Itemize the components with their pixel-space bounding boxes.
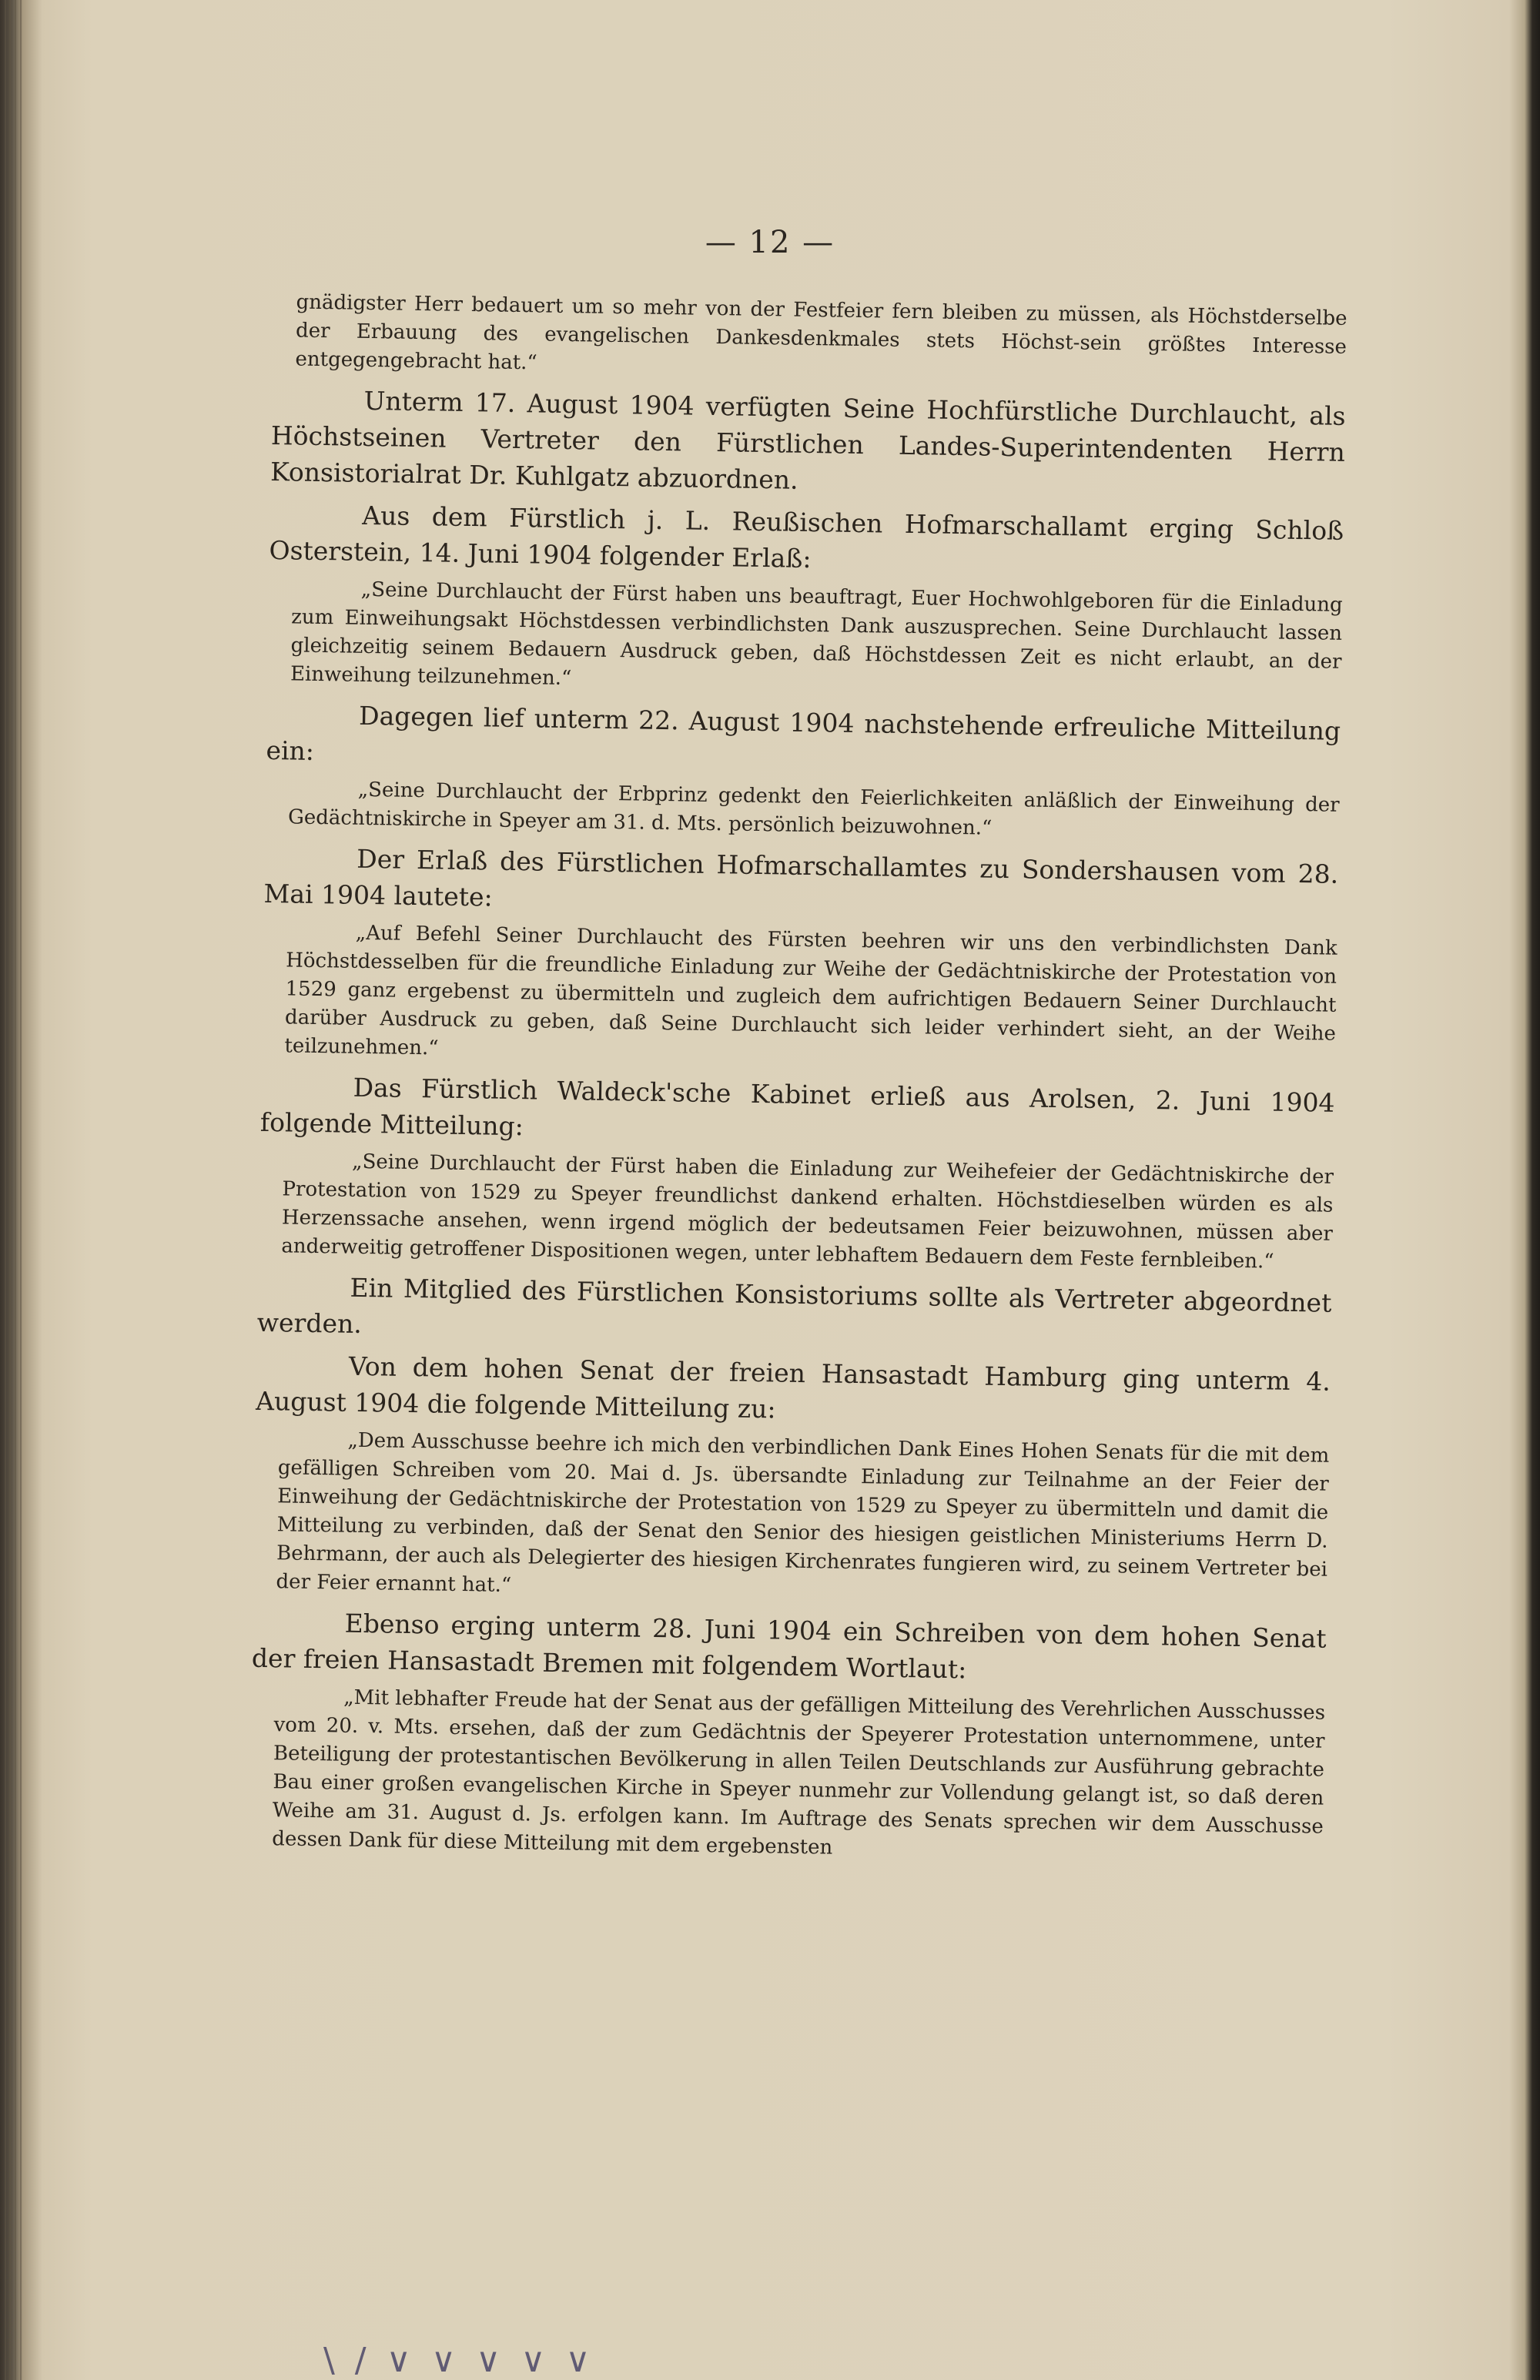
body-paragraph: Ein Mitglied des Fürstlichen Konsistoriums sollte als Vertreter abgeordnet werden. [256,1272,1332,1339]
quote-paragraph: „Dem Ausschusse beehre ich mich den verbindlichen Dank Eines Hohen Senats für die mit dem gefälligen Schreiben vom 20. Mai d. Js. übersandte Einladung zur Teilnahme an der Feier der Einweihung der Gedächtniskirche der Protestation von 1529 zu Speyer zu übermitteln und damit die Mitteilung zu verbinden, daß der Senat den Senior des hiesigen geistlichen Ministeriums Herrn D. Behrmann, der auch als Delegierter des hiesigen Kirchenrates fungieren wird, zu seinem Vertreter bei der Feier ernannt hat.“ [276,1428,1330,1598]
quote-paragraph: „Mit lebhafter Freude hat der Senat aus der gefälligen Mitteilung des Verehrlichen Ausschusses vom 20. v. Mts. ersehen, daß der zum Gedächtnis der Speyerer Protestation unternommene, unter Beteiligung der protestantischen Bevölkerung in allen Teilen Deutschlands zur Ausführung gebrachte Bau einer großen evangelischen Kirche in Speyer nunmehr zur Vollendung gelangt ist, so daß deren Weihe am 31. August d. Js. erfolgen kann. Im Auftrage des Senats sprechen wir dem Ausschusse dessen Dank für diese Mitteilung mit dem ergebensten [272,1685,1326,1859]
body-paragraph: Dagegen lief unterm 22. August 1904 nachstehende erfreuliche Mitteilung ein: [266,700,1341,766]
quote-paragraph: „Auf Befehl Seiner Durchlaucht des Fürsten beehren wir uns den verbindlichsten Dank Höchstdesselben für die freundliche Einladung zur Weihe der Gedächtniskirche der Protestation von 1529 ganz ergebenst zu übermitteln und zugleich dem aufrichtigen Bedauern Seiner Durchlaucht darüber Ausdruck zu geben, daß Seine Durchlaucht sich leider verhindert sieht, an der Weihe teilzunehmen.“ [284,921,1337,1060]
page-edge-line-3 [15,0,16,2380]
quote-paragraph: gnädigster Herr bedauert um so mehr von der Festfeier fern bleiben zu müssen, als Höchstderselbe der Erbauung des evangelischen Dankesdenkmales stets Höchst-sein größtes Interesse entgegengebracht hat.“ [295,290,1348,375]
quote-paragraph: „Seine Durchlaucht der Fürst haben die Einladung zur Weihefeier der Gedächtniskirche der Protestation von 1529 zu Speyer freundlichst dankend erhalten. Höchstdieselben würden es als Herzenssache ansehen, wenn irgend möglich der bedeutsamen Feier beizuwohnen, müssen aber anderweitig getroffener Dispositionen wegen, unter lebhaftem Bedauern dem Feste fernbleiben.“ [281,1150,1334,1274]
body-paragraph: Von dem hohen Senat der freien Hansastadt Hamburg ging unterm 4. August 1904 die folgende Mitteilung zu: [255,1351,1331,1424]
body-paragraph: Der Erlaß des Fürstlichen Hofmarschallamtes zu Sondershausen vom 28. Mai 1904 lautete: [263,843,1339,912]
stamp-marks: \ / ∨ ∨ ∨ ∨ ∨ [323,2341,595,2380]
page-body [249,285,1348,1878]
body-paragraph: Das Fürstlich Waldeck'sche Kabinet erließ aus Arolsen, 2. Juni 1904 folgende Mitteilung: [259,1072,1335,1142]
body-paragraph: Unterm 17. August 1904 verfügten Seine Hochfürstliche Durchlaucht, als Höchstseinen Vertreter den Fürstlichen Landes-Superintendenten Herrn Konsistorialrat Dr. Kuhlgatz abzuordnen. [270,385,1346,495]
body-paragraph: Aus dem Fürstlich j. L. Reußischen Hofmarschallamt erging Schloß Osterstein, 14. Juni 1904 folgender Erlaß: [269,500,1344,574]
page-edge-line-4 [20,0,22,2380]
page-edge-line-1 [5,0,6,2380]
quote-paragraph: „Seine Durchlaucht der Erbprinz gedenkt den Feierlichkeiten anläßlich der Einweihung der Gedächtniskirche in Speyer am 31. d. Mts. persönlich beizuwohnen.“ [287,778,1340,840]
page-number: — 12 — [705,225,835,260]
quote-paragraph: „Seine Durchlaucht der Fürst haben uns beauftragt, Euer Hochwohlgeboren für die Einladung zum Einweihungsakt Höchstdessen verbindlichsten Dank auszusprechen. Seine Durchlaucht lassen gleichzeitig seinem Bedauern Ausdruck geben, daß Höchstdessen Zeit es nicht erlaubt, an der Einweihung teilzunehmen.“ [290,577,1343,691]
page-edge-line-2 [9,0,11,2380]
body-paragraph: Ebenso erging unterm 28. Juni 1904 ein Schreiben von dem hohen Senat der freien Hansastadt Bremen mit folgendem Wortlaut: [251,1608,1327,1685]
